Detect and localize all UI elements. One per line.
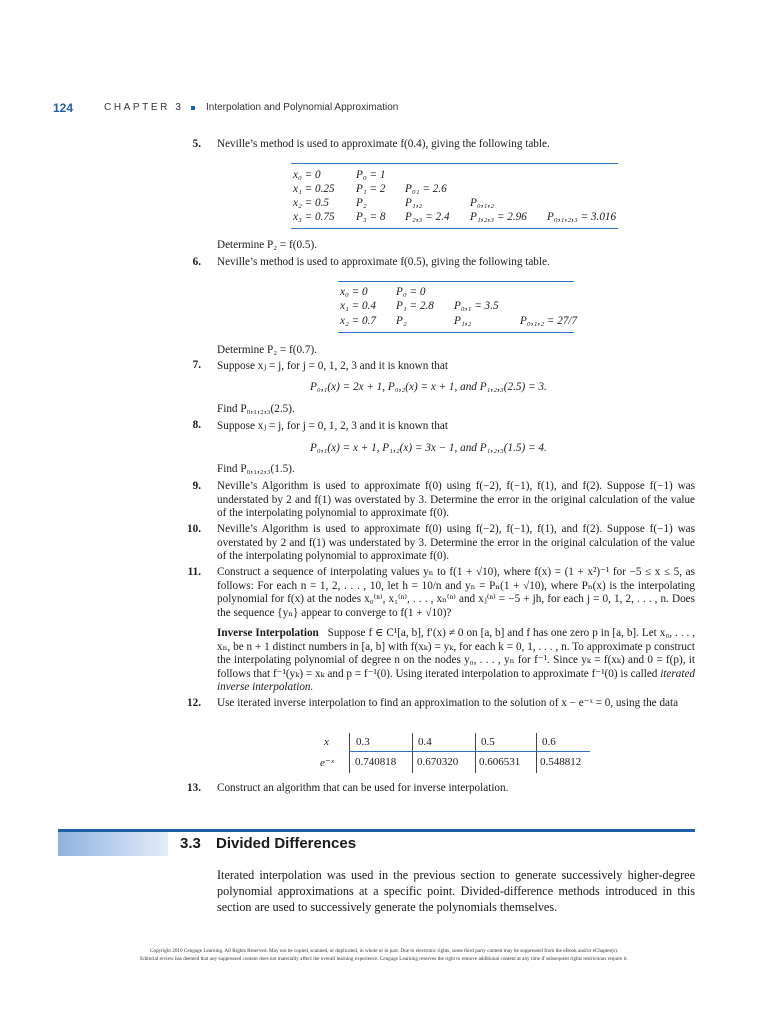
exercise-12-text: Use iterated inverse interpolation to find an approximation to the solution of x − e⁻ˣ = 0, using the data bbox=[217, 697, 679, 709]
exercise-7-text: Suppose xⱼ = j, for j = 0, 1, 2, 3 and it is known that bbox=[217, 360, 448, 372]
exercise-5-text: Neville’s method is used to approximate f(0.4), giving the following table. bbox=[217, 138, 550, 150]
table-rule-bottom bbox=[338, 332, 574, 333]
section-number: 3.3 bbox=[180, 835, 201, 852]
table-cell: 0.548812 bbox=[540, 756, 582, 768]
table-cell: P₀ = 1 bbox=[356, 169, 386, 181]
copyright-line-1: Copyright 2010 Cengage Learning. All Rights Reserved. May not be copied, scanned, or duplicated, in whole or in part. Due to electronic rights, some third party content may be suppressed from the eBook and/or eChapter(s). bbox=[149, 948, 619, 954]
section-tab-decoration bbox=[58, 832, 168, 856]
exercise-number: 13. bbox=[187, 782, 201, 794]
exercise-8-equation: P₀,₁(x) = x + 1, P₁,₂(x) = 3x − 1, and P₁,₂,₃(1.5) = 4. bbox=[310, 442, 547, 454]
table-divider bbox=[475, 733, 476, 773]
neville-table-6 bbox=[338, 281, 578, 333]
neville-table-5 bbox=[291, 163, 618, 229]
table-cell: P₀,₁ = 3.5 bbox=[454, 300, 499, 312]
exercise-10-text: Neville’s Algorithm is used to approximate f(0) using f(−2), f(−1), f(1), and f(2). Suppose f(−1) was overstated by 2 and f(1) was understated by 3. Determine the error in the original calculation of the value of the interpolating polynomial to approximate f(0). bbox=[217, 523, 695, 563]
table-cell: x₂ = 0.7 bbox=[340, 315, 376, 327]
table-cell: 0.5 bbox=[481, 736, 495, 748]
table-divider bbox=[536, 733, 537, 773]
section-title: Divided Differences bbox=[216, 835, 357, 852]
table-cell: 0.740818 bbox=[355, 756, 397, 768]
table-cell: P₂ bbox=[396, 315, 407, 327]
table-cell: P₀,₁,₂ = 27/7 bbox=[520, 315, 578, 327]
table-cell: P₀ = 0 bbox=[396, 286, 426, 298]
table-cell: P₁,₂ bbox=[454, 315, 472, 327]
inverse-interpolation-heading: Inverse Interpolation bbox=[217, 627, 319, 639]
table-cell: P₂,₃ = 2.4 bbox=[405, 211, 450, 223]
exercise-13-text: Construct an algorithm that can be used for inverse interpolation. bbox=[217, 782, 509, 794]
table-cell: P₀,₁,₂,₃ = 3.016 bbox=[547, 211, 617, 223]
table-rule-top bbox=[291, 163, 618, 164]
table-rule-top bbox=[338, 281, 574, 282]
exercise-8-followup: Find P₀,₁,₂,₃(1.5). bbox=[217, 463, 295, 475]
row-label-exp: e⁻ˣ bbox=[320, 757, 334, 769]
copyright-notice bbox=[40, 947, 728, 963]
table-cell: 0.6 bbox=[542, 736, 556, 748]
table-cell: P₀,₁,₂ bbox=[470, 197, 495, 209]
table-cell: x₂ = 0.5 bbox=[293, 197, 329, 209]
section-intro: Iterated interpolation was used in the previous section to generate successively higher-degree polynomial approximations at a specific point. Divided-difference methods introduced in this section are used to successively generate the polynomials themselves. bbox=[217, 868, 695, 914]
exercise-7-equation: P₀,₁(x) = 2x + 1, P₀,₂(x) = x + 1, and P₁,₂,₃(2.5) = 3. bbox=[310, 381, 547, 393]
chapter-label: CHAPTER 3 bbox=[104, 102, 184, 113]
inverse-interpolation-body: Suppose f ∈ C¹[a, b], f′(x) ≠ 0 on [a, b] and f has one zero p in [a, b]. Let x₀, . . . , xₙ, be n + 1 distinct numbers in [a, b] with f(xₖ) = yₖ, for each k = 0, 1, . . . , n. To approximate p construct the interpolating polynomial of degree n on the nodes y₀, . . . , yₙ for f⁻¹. Since yₖ = f(xₖ) and 0 = f(p), it follows that f⁻¹(yₖ) = xₖ and p = f⁻¹(0). Using iterated interpolation to approximate f⁻¹(0) is called bbox=[217, 627, 695, 680]
exercise-5-followup: Determine P₂ = f(0.5). bbox=[217, 239, 317, 251]
exercise-number: 6. bbox=[192, 256, 201, 268]
exercise-number: 5. bbox=[192, 138, 201, 150]
table-cell: P₃ = 8 bbox=[356, 211, 386, 223]
table-cell: x₀ = 0 bbox=[340, 286, 368, 298]
exercise-9-text: Neville’s Algorithm is used to approximate f(0) using f(−2), f(−1), f(1), and f(2). Suppose f(−1) was understated by 2 and f(1) was overstated by 3. Determine the error in the original calculation of the value of the interpolating polynomial to approximate f(0). bbox=[217, 480, 695, 520]
exercise-11-text: Construct a sequence of interpolating values yₙ to f(1 + √10), where f(x) = (1 + x²)⁻¹ for −5 ≤ x ≤ 5, as follows: For each n = 1, 2, . . . , 10, let h = 10/n and yₙ = Pₙ(1 + √10), where Pₙ(x) is the interpolating polynomial for f(x) at the nodes x₀⁽ⁿ⁾, x₁⁽ⁿ⁾, . . . , xₙ⁽ⁿ⁾ and xⱼ⁽ⁿ⁾ = −5 + jh, for each j = 0, 1, 2, . . . , n. Does the sequence {yₙ} appear to converge to f(1 + √10)? bbox=[217, 566, 695, 619]
table-divider bbox=[412, 733, 413, 773]
table-cell: P₁,₂ bbox=[405, 197, 423, 209]
exercise-6-followup: Determine P₂ = f(0.7). bbox=[217, 344, 317, 356]
exercise-number: 11. bbox=[187, 566, 201, 578]
exercise-6-text: Neville’s method is used to approximate f(0.5), giving the following table. bbox=[217, 256, 550, 268]
row-label-x: x bbox=[324, 736, 329, 748]
chapter-title: Interpolation and Polynomial Approximation bbox=[206, 102, 399, 113]
table-cell: x₃ = 0.75 bbox=[293, 211, 335, 223]
copyright-line-2: Editorial review has deemed that any suppressed content does not materially affect the overall learning experience. Cengage Learning reserves the right to remove additional content at any time if subsequent rights restrictions require it. bbox=[140, 956, 628, 962]
table-divider bbox=[349, 733, 350, 773]
table-cell: 0.3 bbox=[356, 736, 370, 748]
inverse-interpolation-paragraph bbox=[217, 627, 695, 695]
table-cell: 0.4 bbox=[418, 736, 432, 748]
exercise-number: 7. bbox=[192, 359, 201, 371]
exercise-7-followup: Find P₀,₁,₂,₃(2.5). bbox=[217, 403, 295, 415]
table-rule-bottom bbox=[291, 228, 618, 229]
exercise-8-text: Suppose xⱼ = j, for j = 0, 1, 2, 3 and it is known that bbox=[217, 420, 448, 432]
table-cell: x₁ = 0.4 bbox=[340, 300, 376, 312]
table-cell: P₀₁ = 2.6 bbox=[405, 183, 447, 195]
table-cell: x₁ = 0.25 bbox=[293, 183, 335, 195]
table-cell: P₂ bbox=[356, 197, 367, 209]
table-rule bbox=[349, 751, 590, 752]
exercise-number: 10. bbox=[187, 523, 201, 535]
exercise-number: 9. bbox=[192, 480, 201, 492]
table-cell: x₀ = 0 bbox=[293, 169, 321, 181]
exercise-number: 8. bbox=[192, 419, 201, 431]
table-cell: P₁,₂,₃ = 2.96 bbox=[470, 211, 527, 223]
page-number: 124 bbox=[53, 101, 74, 115]
inverse-interpolation-term: iterated inverse interpolation. bbox=[217, 667, 696, 694]
table-cell: P₁ = 2.8 bbox=[396, 300, 434, 312]
data-table-12 bbox=[318, 733, 590, 773]
table-cell: P₁ = 2 bbox=[356, 183, 386, 195]
table-cell: 0.670320 bbox=[417, 756, 459, 768]
table-cell: 0.606531 bbox=[479, 756, 521, 768]
exercise-number: 12. bbox=[187, 697, 201, 709]
header-separator bbox=[191, 106, 195, 110]
